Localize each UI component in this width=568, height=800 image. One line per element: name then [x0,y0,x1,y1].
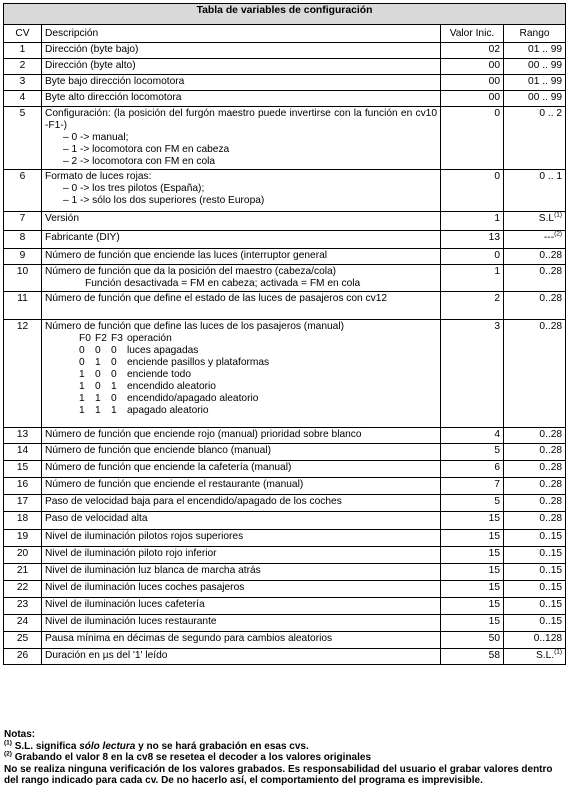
range-value: 0..28 [539,479,563,490]
description-text: Byte alto dirección locomotora [45,92,182,103]
range-value: 0..28 [539,250,563,261]
range-value: 0..15 [539,599,563,610]
initial-value: 4 [441,428,504,444]
range-value: 0..15 [539,582,563,593]
range-value: 0..28 [539,321,563,332]
grid-cell: 1 [95,405,101,416]
initial-value: 15 [441,512,504,530]
table-row [4,512,566,530]
initial-value: 0 [441,249,504,265]
header-row [4,25,566,43]
description-text: Nivel de iluminación luces cafetería [45,599,205,610]
range-value: 0..28 [539,496,563,507]
cv-description [42,598,441,615]
grid-cell: apagado aleatorio [127,405,209,416]
description-text: Nivel de iluminación pilotos rojos superiores [45,531,244,542]
description-text: Número de función que enciende la cafetería (manual) [45,462,292,473]
cv-description [42,478,441,495]
cv-number: 2 [4,59,42,75]
cv-description [42,632,441,649]
range-cell [504,249,566,265]
range-cell [504,632,566,649]
cv-number: 14 [4,444,42,461]
range-cell [504,461,566,478]
grid-cell: 1 [79,369,85,380]
description-text: Pausa mínima en décimas de segundo para cambios aleatorios [45,633,333,644]
table-row [4,265,566,292]
header-description: Descripción [42,25,441,43]
cv-description [42,292,441,320]
range-cell [504,547,566,564]
initial-value: 15 [441,530,504,547]
cv-description [42,512,441,530]
cv-description [42,75,441,91]
description-text: Nivel de iluminación piloto rojo inferior [45,548,217,559]
range-cell [504,91,566,107]
function-grid-row [45,381,437,393]
range-value: 0..15 [539,565,563,576]
grid-cell: 1 [95,357,101,368]
table-row [4,478,566,495]
table-row [4,632,566,649]
initial-value: 1 [441,265,504,292]
range-cell [504,615,566,632]
cv-number: 21 [4,564,42,581]
initial-value: 02 [441,43,504,59]
cv-number: 9 [4,249,42,265]
grid-header-cell: F0 [79,333,91,344]
table-row [4,249,566,265]
range-value: 0 .. 1 [539,171,563,182]
range-value: --- [543,232,555,243]
table-row [4,212,566,231]
function-grid-row [45,369,437,381]
grid-cell: 1 [79,393,85,404]
table-row [4,320,566,428]
range-value: 0..128 [533,633,563,644]
cv-number: 6 [4,170,42,212]
description-text: Número de función que enciende las luces (interruptor general [45,250,328,261]
table-row [4,461,566,478]
initial-value: 50 [441,632,504,649]
range-value: S.L. [535,650,555,661]
cv-description [42,564,441,581]
header-range: Rango [504,25,566,43]
grid-cell: 0 [95,369,101,380]
initial-value: 15 [441,598,504,615]
table-row [4,649,566,665]
cv-description [42,231,441,249]
table-body [4,43,566,665]
cv-number: 22 [4,581,42,598]
range-cell [504,564,566,581]
cv-description [42,615,441,632]
table-row [4,598,566,615]
table-row [4,615,566,632]
cv-number: 23 [4,598,42,615]
initial-value: 15 [441,547,504,564]
cv-number: 26 [4,649,42,665]
grid-header-cell: F3 [111,333,123,344]
cv-description [42,320,441,428]
description-text: Formato de luces rojas: [45,171,152,182]
range-value: S.L [538,213,555,224]
cv-number: 25 [4,632,42,649]
description-text: Paso de velocidad baja para el encendido/apagado de los coches [45,496,342,507]
grid-cell: 1 [111,405,117,416]
grid-cell: 0 [95,381,101,392]
table-row [4,91,566,107]
description-text: Número de función que da la posición del maestro (cabeza/cola) [45,266,337,277]
grid-cell: 0 [111,393,117,404]
grid-cell: 0 [95,345,101,356]
grid-cell: 0 [111,345,117,356]
table-row [4,170,566,212]
range-value: 0..28 [539,462,563,473]
header-cv: CV [4,25,42,43]
cv-number: 11 [4,292,42,320]
initial-value: 2 [441,292,504,320]
initial-value: 58 [441,649,504,665]
cv-number: 3 [4,75,42,91]
cv-number: 4 [4,91,42,107]
range-note-marker: (1) [554,648,563,656]
note-1-marker: (1) [4,739,12,747]
range-cell [504,444,566,461]
initial-value: 1 [441,212,504,231]
cv-number: 20 [4,547,42,564]
function-grid-row [45,405,437,417]
range-value: 0..15 [539,531,563,542]
grid-cell: enciende todo [127,369,192,380]
cv-number: 16 [4,478,42,495]
cv-description [42,547,441,564]
initial-value: 00 [441,91,504,107]
initial-value: 13 [441,231,504,249]
range-cell [504,43,566,59]
function-grid-row [45,357,437,369]
description-text: Nivel de iluminación luz blanca de marcha atrás [45,565,261,576]
grid-cell: luces apagadas [127,345,199,356]
cv-number: 8 [4,231,42,249]
range-value: 0..28 [539,445,563,456]
function-grid-row [45,393,437,405]
grid-cell: 0 [111,357,117,368]
grid-cell: 0 [111,369,117,380]
initial-value: 15 [441,581,504,598]
note-2-marker: (2) [4,750,12,758]
function-grid-header [45,333,437,345]
initial-value: 3 [441,320,504,428]
option-item: – 2 -> locomotora con FM en cola [63,156,216,167]
cv-description [42,59,441,75]
description-text: Número de función que enciende rojo (manual) prioridad sobre blanco [45,429,362,440]
table-row [4,75,566,91]
description-text: Versión [45,213,79,224]
grid-cell: enciende pasillos y plataformas [127,357,270,368]
range-value: 0..28 [539,429,563,440]
grid-header-cell: F2 [95,333,107,344]
initial-value: 0 [441,170,504,212]
table-row [4,43,566,59]
cv-description [42,212,441,231]
cv-description [42,495,441,512]
cv-description [42,444,441,461]
initial-value: 6 [441,461,504,478]
cv-number: 17 [4,495,42,512]
cv-description [42,91,441,107]
description-text: Duración en µs del '1' leído [45,650,168,661]
description-text: Número de función que define el estado de las luces de pasajeros con cv12 [45,293,388,304]
cv-description [42,428,441,444]
description-text: Fabricante (DIY) [45,232,120,243]
grid-cell: 0 [79,357,85,368]
description-text: Número de función que enciende blanco (manual) [45,445,271,456]
cv-number: 15 [4,461,42,478]
option-item: – 0 -> los tres pilotos (España); [63,183,205,194]
cv-description [42,461,441,478]
cv-description [42,107,441,170]
range-value: 01 .. 99 [528,44,563,55]
table-row [4,59,566,75]
grid-header-cell: operación [127,333,172,344]
note-3: No se realiza ninguna verificación de los valores grabados. Es responsabilidad del usuario el grabar valores dentro del rango indicado para cada cv. De no hacerlo así, el comportamiento del programa es imprevisible. [4,763,553,786]
option-item: – 1 -> locomotora con FM en cabeza [63,144,230,155]
cv-description [42,530,441,547]
cv-description [42,170,441,212]
initial-value: 15 [441,615,504,632]
cv-number: 24 [4,615,42,632]
range-note-marker: (1) [554,211,563,219]
description-text: Número de función que enciende el restaurante (manual) [45,479,304,490]
grid-cell: 1 [79,405,85,416]
description-detail: Función desactivada = FM en cabeza; activada = FM en cola [85,278,361,289]
initial-value: 7 [441,478,504,495]
function-grid-row [45,345,437,357]
table-row [4,581,566,598]
range-cell [504,649,566,665]
range-cell [504,107,566,170]
range-value: 00 .. 99 [528,92,563,103]
header-initial-value: Valor Inic. [441,25,504,43]
table-row [4,564,566,581]
table-row [4,428,566,444]
description-text: Configuración: (la posición del furgón maestro puede invertirse con la función en cv10 -F1-) [45,108,437,131]
range-cell [504,292,566,320]
range-cell [504,265,566,292]
initial-value: 15 [441,564,504,581]
range-value: 0..15 [539,616,563,627]
grid-cell: 1 [95,393,101,404]
table-title: Tabla de variables de configuración [4,4,566,25]
grid-cell: 1 [111,381,117,392]
notes [4,729,564,787]
note-1-emphasis: sólo lectura [79,740,136,752]
initial-value: 0 [441,107,504,170]
range-value: 0 .. 2 [539,108,563,119]
table-row [4,547,566,564]
range-value: 0..28 [539,293,563,304]
table-row [4,107,566,170]
range-value: 0..28 [539,266,563,277]
table-row [4,444,566,461]
option-item: – 1 -> sólo los dos superiores (resto Europa) [63,195,265,206]
table-row [4,530,566,547]
cv-number: 19 [4,530,42,547]
cv-description [42,43,441,59]
grid-cell: 1 [79,381,85,392]
cv-number: 13 [4,428,42,444]
range-value: 01 .. 99 [528,76,563,87]
grid-cell: encendido aleatorio [127,381,216,392]
range-cell [504,428,566,444]
cv-number: 10 [4,265,42,292]
range-cell [504,212,566,231]
grid-cell: 0 [79,345,85,356]
note-1-text-b: y no se hará grabación en esas cvs. [135,740,309,752]
range-value: 00 .. 99 [528,60,563,71]
description-text: Nivel de iluminación luces coches pasajeros [45,582,245,593]
range-note-marker: (2) [554,230,563,238]
range-cell [504,478,566,495]
cv-description [42,649,441,665]
range-value: 0..28 [539,513,563,524]
range-cell [504,170,566,212]
cv-number: 18 [4,512,42,530]
initial-value: 5 [441,495,504,512]
range-cell [504,495,566,512]
cv-number: 7 [4,212,42,231]
note-1 [4,741,564,753]
range-cell [504,231,566,249]
range-cell [504,59,566,75]
config-variables-table [3,3,566,665]
range-cell [504,530,566,547]
option-item: – 0 -> manual; [63,132,129,143]
range-cell [504,75,566,91]
note-2 [4,752,564,764]
range-cell [504,581,566,598]
range-cell [504,512,566,530]
description-text: Byte bajo dirección locomotora [45,76,185,87]
initial-value: 00 [441,75,504,91]
cv-description [42,265,441,292]
grid-cell: encendido/apagado aleatorio [127,393,259,404]
description-text: Nivel de iluminación luces restaurante [45,616,217,627]
range-value: 0..15 [539,548,563,559]
table-row [4,495,566,512]
description-text: Número de función que define las luces de los pasajeros (manual) [45,321,345,332]
initial-value: 00 [441,59,504,75]
cv-description [42,249,441,265]
range-cell [504,598,566,615]
cv-description [42,581,441,598]
range-cell [504,320,566,428]
cv-number: 12 [4,320,42,428]
cv-number: 5 [4,107,42,170]
table-row [4,231,566,249]
description-text: Dirección (byte bajo) [45,44,139,55]
description-text: Dirección (byte alto) [45,60,136,71]
notes-heading: Notas: [4,729,36,740]
note-1-text-a: S.L. significa [11,740,80,752]
cv-number: 1 [4,43,42,59]
note-2-text: Grabando el valor 8 en la cv8 se resetea el decoder a los valores originales [11,752,372,763]
initial-value: 5 [441,444,504,461]
table-row [4,292,566,320]
description-text: Paso de velocidad alta [45,513,148,524]
